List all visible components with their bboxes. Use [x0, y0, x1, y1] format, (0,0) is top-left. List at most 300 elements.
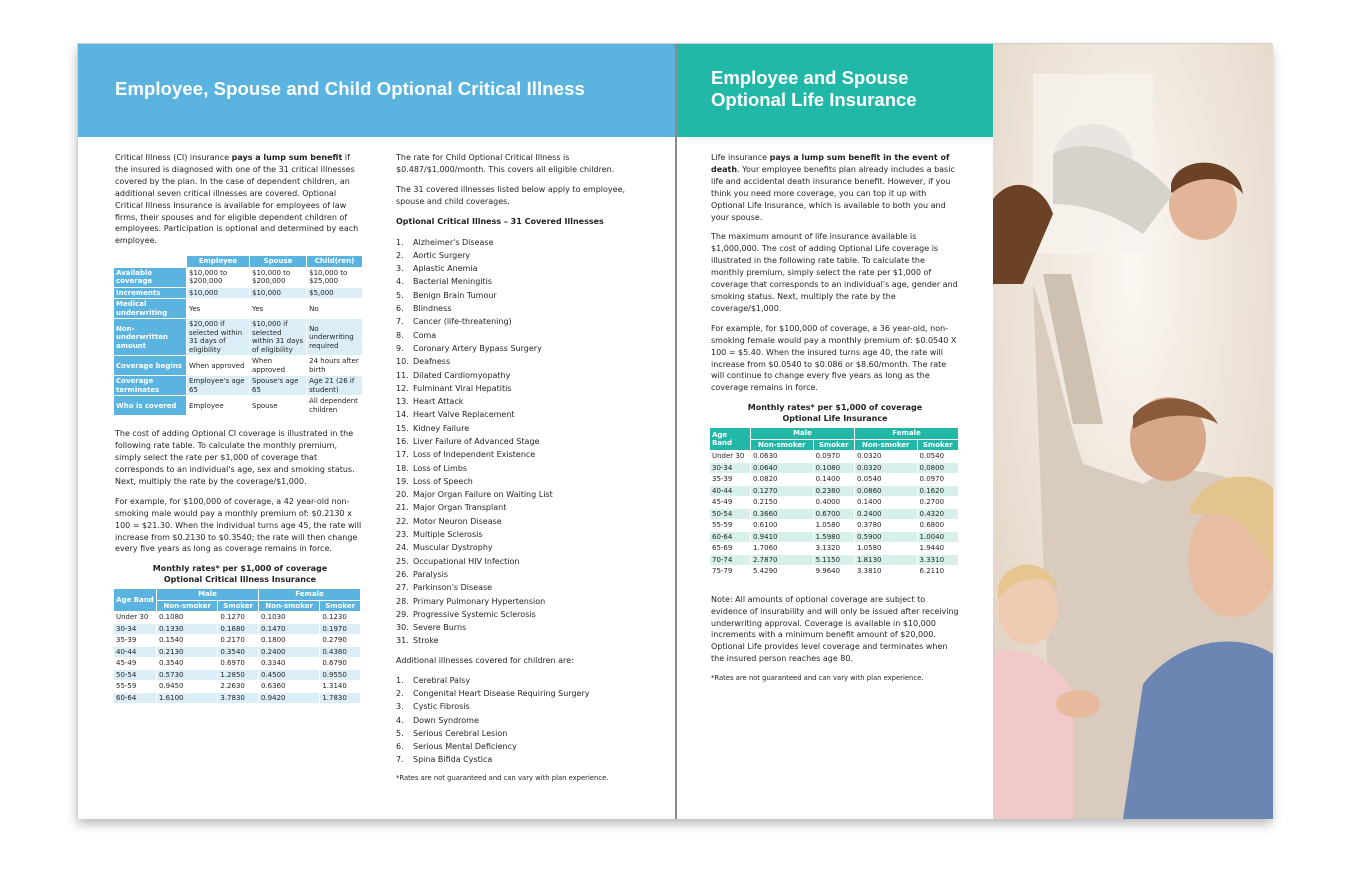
- illness-item: [396, 555, 651, 568]
- illness-item-text: Loss of Limbs: [413, 463, 468, 473]
- life-rate-cell: 0.1080: [814, 463, 854, 474]
- covered-illnesses-heading: Optional Critical Illness – 31 Covered Illnesses: [396, 216, 604, 226]
- ci-rate-table-title: Monthly rates* per $1,000 of coverage Optional Critical Illness Insurance: [152, 564, 328, 585]
- illness-item-text: Liver Failure of Advanced Stage: [413, 436, 540, 446]
- coverage-cell: When approved: [252, 357, 286, 374]
- illness-item-number: 4.: [396, 277, 404, 287]
- illness-item-number: 16.: [396, 436, 409, 446]
- ci-rate-cell: 0.1330: [157, 624, 217, 635]
- coverage-cell: $10,000 to $200,000: [252, 268, 291, 286]
- illness-item-number: 13.: [396, 397, 409, 407]
- child-illness-item: [396, 674, 651, 687]
- child-illness-item-number: 3.: [396, 702, 404, 712]
- illness-item: [396, 462, 651, 475]
- illness-item: [396, 369, 651, 382]
- illness-item: [396, 475, 651, 488]
- coverage-row-label: Non-underwritten amount: [114, 319, 186, 355]
- life-rate-row: [710, 497, 958, 508]
- illness-item-number: 18.: [396, 463, 409, 473]
- illness-item-text: Muscular Dystrophy: [413, 543, 493, 553]
- life-age-band-cell: 35-39: [712, 475, 733, 484]
- illness-item: [396, 382, 651, 395]
- ci-rate-row: [114, 681, 360, 692]
- ci-rate-cell: 0.2790: [322, 636, 347, 645]
- coverage-cell: Yes: [252, 304, 264, 313]
- life-age-band-cell: 60-64: [710, 532, 750, 543]
- child-illness-item-text: Serious Mental Deficiency: [413, 742, 517, 752]
- illness-item-text: Loss of Independent Existence: [413, 450, 536, 460]
- illness-item: [396, 435, 651, 448]
- ci-rate-table: [113, 588, 361, 704]
- illness-item-text: Deafness: [413, 357, 451, 367]
- coverage-cell: $5,000: [307, 288, 362, 299]
- illness-item: [396, 355, 651, 368]
- ci-rate-cell: 0.9550: [320, 670, 360, 681]
- ci-age-band-cell: 50-54: [114, 670, 156, 681]
- child-illness-item-text: Cystic Fibrosis: [413, 702, 470, 712]
- coverage-cell: Age 21 (26 if student): [307, 376, 362, 395]
- illness-item: [396, 621, 651, 634]
- life-rate-cell: 6.2110: [919, 567, 945, 576]
- illness-item-text: Coronary Artery Bypass Surgery: [413, 343, 542, 353]
- ci-rate-cell: 0.3340: [260, 659, 286, 668]
- ci-rate-row: [114, 612, 360, 623]
- life-rate-cell: 3.3810: [856, 567, 882, 576]
- brochure-spread: [77, 43, 1272, 818]
- coverage-header-children: Child(ren): [307, 256, 362, 267]
- illness-item-number: 26.: [396, 569, 409, 579]
- illness-item-number: 31.: [396, 636, 409, 646]
- coverage-cell: $20,000 if selected within 31 days of eligibility: [187, 319, 249, 355]
- coverage-row: [114, 356, 362, 375]
- life-rate-cell: 3.1320: [815, 544, 841, 553]
- ci-female-nonsmoker-header: Non-smoker: [259, 601, 319, 612]
- illness-item-number: 5.: [396, 290, 404, 300]
- coverage-cell: Employee's age 65: [187, 376, 249, 395]
- life-rate-cell: 0.6700: [814, 509, 854, 520]
- illness-item-number: 21.: [396, 503, 409, 513]
- illness-item-text: Alzheimer's Disease: [413, 237, 494, 247]
- illness-item-text: Multiple Sclerosis: [413, 530, 483, 540]
- coverage-cell: 24 hours after birth: [309, 357, 359, 374]
- life-female-header: Female: [855, 428, 958, 439]
- coverage-header-spouse: Spouse: [250, 256, 306, 267]
- ci-rate-cell: 0.1080: [159, 613, 184, 622]
- illness-item-number: 9.: [396, 343, 404, 353]
- illness-item-number: 6.: [396, 304, 404, 314]
- coverage-row: [114, 288, 362, 299]
- illness-item: [396, 581, 651, 594]
- illness-item-text: Cancer (life-threatening): [413, 317, 512, 327]
- coverage-row-label: Increments: [114, 288, 186, 299]
- illness-item-text: Aortic Surgery: [413, 250, 471, 260]
- life-male-header: Male: [751, 428, 854, 439]
- ci-rate-row: [114, 647, 360, 658]
- coverage-row-label: Medical underwriting: [114, 299, 186, 318]
- child-rate-paragraph: The rate for Child Optional Critical Illness is $0.487/$1,000/month. This covers all eligible children.: [396, 153, 615, 174]
- right-page: [677, 44, 1273, 819]
- coverage-cell: All dependent children: [309, 397, 358, 414]
- life-rate-cell: 1.5980: [814, 532, 854, 543]
- coverage-row-label: Available coverage: [114, 268, 186, 287]
- ci-rate-cell: 0.3540: [218, 647, 258, 658]
- life-rate-cell: 0.1400: [856, 498, 882, 507]
- ci-age-band-cell: 35-39: [116, 636, 137, 645]
- life-rate-cell: 0.3780: [856, 521, 882, 530]
- ci-rate-cell: 0.6790: [322, 659, 347, 668]
- ci-rate-cell: 0.1680: [218, 624, 258, 635]
- life-rate-row: [710, 566, 958, 577]
- ci-rate-cell: 0.1800: [260, 636, 286, 645]
- child-illness-item: [396, 740, 651, 753]
- left-page: [78, 44, 676, 819]
- life-note: Note: All amounts of optional coverage are subject to evidence of insurability and will only be issued after receiving underwriting approval. Coverage is available in $10,000 increments with a minimum benefit amount of $20,000. Optional Life provides level coverage and terminates when the insured person reaches age 80.: [711, 594, 959, 664]
- coverage-row: [114, 319, 362, 355]
- illness-item-number: 7.: [396, 317, 404, 327]
- illness-item-number: 20.: [396, 490, 409, 500]
- coverage-cell: No underwriting required: [307, 319, 362, 355]
- illness-item-number: 3.: [396, 264, 404, 274]
- ci-rate-cell: 1.2850: [218, 670, 258, 681]
- life-rate-cell: 2.7870: [751, 555, 813, 566]
- illness-item-text: Loss of Speech: [413, 476, 473, 486]
- ci-rate-cell: 2.2630: [220, 682, 245, 691]
- life-rate-cell: 0.6800: [919, 521, 945, 530]
- life-footnote: *Rates are not guaranteed and can vary with plan experience.: [711, 674, 924, 683]
- life-rate-row: [710, 555, 958, 566]
- illness-item: [396, 275, 651, 288]
- illness-item-number: 14.: [396, 410, 409, 420]
- ci-example-paragraph: For example, for $100,000 of coverage, a 42 year-old non-smoking male would pay a monthly premium of: $0.2130 x 100 = $21.30. When the individual turns age 45, the rate will increase from $0.2130 to $0.3540; the rate will then change every five years as long as coverage remains in force.: [115, 496, 362, 554]
- illness-item: [396, 302, 651, 315]
- ci-age-band-cell: Under 30: [116, 613, 149, 622]
- illness-item-number: 10.: [396, 357, 409, 367]
- illness-item: [396, 342, 651, 355]
- illness-item-text: Coma: [413, 330, 437, 340]
- illness-item-text: Blindness: [413, 304, 452, 314]
- life-rate-cell: 0.2700: [919, 498, 945, 507]
- illness-item-number: 11.: [396, 370, 409, 380]
- coverage-cell: $10,000: [250, 288, 306, 299]
- ci-rate-row: [114, 670, 360, 681]
- ci-rate-row: [114, 624, 360, 635]
- illness-item-text: Major Organ Transplant: [413, 503, 507, 513]
- illness-item-text: Bacterial Meningitis: [413, 277, 493, 287]
- ci-rate-cell: 0.5730: [157, 670, 217, 681]
- life-rate-row: [710, 520, 958, 531]
- illness-item-text: Heart Valve Replacement: [413, 410, 515, 420]
- ci-female-smoker-header: Smoker: [320, 601, 360, 612]
- illness-item: [396, 315, 651, 328]
- life-rate-cell: 0.2150: [753, 498, 778, 507]
- life-age-band-cell: 40-44: [710, 486, 750, 497]
- life-rate-table: [709, 427, 959, 578]
- life-age-band-cell: 75-79: [712, 567, 733, 576]
- coverage-cell: $10,000 to $25,000: [309, 268, 348, 286]
- illness-item: [396, 448, 651, 461]
- ci-rate-cell: 1.3140: [322, 682, 347, 691]
- coverage-row-label: Who is covered: [114, 396, 186, 415]
- child-illness-item-text: Cerebral Palsy: [413, 675, 471, 685]
- life-rate-cell: 0.0970: [919, 475, 945, 484]
- ci-footnote: *Rates are not guaranteed and can vary with plan experience.: [396, 773, 609, 782]
- life-rate-cell: 5.4290: [753, 567, 778, 576]
- life-age-band-cell: 65-69: [712, 544, 733, 553]
- illness-item-number: 25.: [396, 556, 409, 566]
- life-age-band-cell: 45-49: [712, 498, 733, 507]
- child-illness-item: [396, 700, 651, 713]
- ci-rate-cell: 0.1030: [260, 613, 286, 622]
- illness-item-number: 8.: [396, 330, 404, 340]
- life-example-paragraph: For example, for $100,000 of coverage, a 36 year-old, non-smoking female would pay a monthly premium of: $0.0540 X 100 = $5.40. When the insured turns age 40, the rate will increase from $0.0540 to $0.086 or $8.60/month. The rate will continue to change every five years as long as the coverage remains in force.: [711, 323, 957, 393]
- coverage-cell: Employee: [189, 401, 224, 410]
- illness-item-number: 2.: [396, 250, 404, 260]
- illness-item-text: Aplastic Anemia: [413, 264, 478, 274]
- life-age-band-cell: 70-74: [710, 555, 750, 566]
- illness-item-number: 17.: [396, 450, 409, 460]
- illness-item: [396, 422, 651, 435]
- child-illness-item-number: 2.: [396, 688, 404, 698]
- child-illness-item-number: 4.: [396, 715, 404, 725]
- ci-male-header: Male: [157, 589, 258, 600]
- illness-item: [396, 608, 651, 621]
- life-rate-cell: 0.3660: [751, 509, 813, 520]
- life-rate-cell: 5.1150: [814, 555, 854, 566]
- child-illness-item: [396, 687, 651, 700]
- life-insurance-title: Employee and Spouse Optional Life Insurance: [711, 67, 917, 110]
- coverage-header-employee: Employee: [187, 256, 249, 267]
- life-rate-cell: 0.0970: [815, 452, 841, 461]
- life-insurance-column: [711, 152, 959, 685]
- life-intro: Life insurance pays a lump sum benefit in the event of death. Your employee benefits plan already includes a basic life and accidental death insurance benefit. However, if you think you need more coverage, you can top it up with Optional Life Insurance, which is available to both you and your spouse.: [711, 153, 955, 222]
- ci-rate-cell: 0.1540: [159, 636, 184, 645]
- ci-rate-cell: 0.6360: [260, 682, 286, 691]
- life-rate-cell: 0.5900: [855, 532, 917, 543]
- critical-illness-right-column: [396, 152, 651, 785]
- life-rate-cell: 1.8130: [855, 555, 917, 566]
- life-rate-cell: 0.2400: [855, 509, 917, 520]
- ci-rate-cell: 0.2170: [220, 636, 245, 645]
- covered-illnesses-list: [396, 236, 651, 648]
- illness-item-text: Fulminant Viral Hepatitis: [413, 383, 512, 393]
- ci-age-band-cell: 40-44: [114, 647, 156, 658]
- life-rate-cell: 1.0040: [918, 532, 958, 543]
- child-illness-item-number: 1.: [396, 675, 404, 685]
- illness-item: [396, 488, 651, 501]
- illness-item-text: Parkinson's Disease: [413, 583, 493, 593]
- ci-rate-cell: 0.3540: [159, 659, 184, 668]
- life-rate-row: [710, 474, 958, 485]
- coverage-cell: $10,000 to $200,000: [189, 268, 228, 286]
- life-age-band-cell: 50-54: [710, 509, 750, 520]
- life-rate-cell: 0.1620: [918, 486, 958, 497]
- life-rate-row: [710, 451, 958, 462]
- illness-item-number: 15.: [396, 423, 409, 433]
- life-rate-cell: 0.0540: [856, 475, 882, 484]
- coverage-row: [114, 268, 362, 287]
- life-age-band-cell: 30-34: [710, 463, 750, 474]
- illness-item-text: Heart Attack: [413, 397, 464, 407]
- coverage-cell: $10,000: [187, 288, 249, 299]
- coverage-cell: Spouse: [252, 401, 278, 410]
- ci-rate-cell: 0.9450: [159, 682, 184, 691]
- illness-item-number: 1.: [396, 237, 404, 247]
- ci-rate-cell: 3.7830: [218, 693, 258, 704]
- ci-rate-cell: 0.1470: [259, 624, 319, 635]
- illness-item: [396, 568, 651, 581]
- life-rate-cell: 0.2380: [814, 486, 854, 497]
- life-rate-cell: 0.9410: [751, 532, 813, 543]
- life-rate-cell: 9.9640: [815, 567, 841, 576]
- ci-rate-cell: 0.6970: [220, 659, 245, 668]
- life-rate-cell: 0.4320: [918, 509, 958, 520]
- life-female-nonsmoker-header: Non-smoker: [855, 440, 917, 451]
- coverage-cell: $10,000 if selected within 31 days of eligibility: [250, 319, 306, 355]
- illness-item-number: 27.: [396, 583, 409, 593]
- ci-rate-cell: 0.1230: [322, 613, 347, 622]
- life-male-nonsmoker-header: Non-smoker: [751, 440, 813, 451]
- ci-rate-cell: 0.4380: [320, 647, 360, 658]
- life-rate-row: [710, 486, 958, 497]
- ci-rate-row: [114, 658, 360, 669]
- coverage-row-label: Coverage begins: [114, 356, 186, 375]
- coverage-row-label: Coverage terminates: [114, 376, 186, 395]
- illness-item-text: Benign Brain Tumour: [413, 290, 497, 300]
- illness-item-number: 12.: [396, 383, 409, 393]
- illness-item-text: Dilated Cardiomyopathy: [413, 370, 511, 380]
- life-age-band-cell: 55-59: [712, 521, 733, 530]
- life-rate-row: [710, 509, 958, 520]
- family-photo: [993, 44, 1273, 819]
- ci-age-band-cell: 60-64: [114, 693, 156, 704]
- coverage-cell: No: [309, 304, 319, 313]
- life-rate-cell: 0.0630: [753, 452, 778, 461]
- life-rate-row: [710, 463, 958, 474]
- illness-item-number: 19.: [396, 476, 409, 486]
- covered-illnesses-intro: The 31 covered illnesses listed below apply to employee, spouse and child coverages.: [396, 184, 626, 206]
- illness-item: [396, 249, 651, 262]
- life-cost-paragraph: The maximum amount of life insurance available is $1,000,000. The cost of adding Optional Life coverage is illustrated in the following rate table. To calculate the monthly premium, simply select the rate per $1,000 of coverage that corresponds to an individual's age, gender and smoking status. Next, multiply the rate by the coverage/$1,000.: [711, 232, 958, 313]
- life-rate-cell: 1.7060: [753, 544, 778, 553]
- ci-age-band-cell: 55-59: [116, 682, 137, 691]
- coverage-cell: Yes: [189, 304, 201, 313]
- ci-cost-paragraph: The cost of adding Optional CI coverage is illustrated in the following rate table. To calculate the monthly premium, simply select the rate per $1,000 of coverage that corresponds to an individual's age, sex and smoking status. Next, multiply the rate by the coverage/$1,000.: [115, 429, 355, 486]
- child-illness-item-text: Down Syndrome: [413, 715, 479, 725]
- illness-item: [396, 408, 651, 421]
- child-illness-item: [396, 714, 651, 727]
- coverage-row: [114, 376, 362, 395]
- coverage-cell: Spouse's age 65: [250, 376, 306, 395]
- life-rate-cell: 1.0580: [856, 544, 882, 553]
- life-rate-cell: 0.0320: [856, 452, 882, 461]
- ci-male-nonsmoker-header: Non-smoker: [157, 601, 217, 612]
- life-female-smoker-header: Smoker: [918, 440, 958, 451]
- life-age-band-header: Age Band: [710, 428, 750, 450]
- illness-item-number: 30.: [396, 623, 409, 633]
- ci-rate-cell: 0.9420: [259, 693, 319, 704]
- illness-item-number: 22.: [396, 516, 409, 526]
- ci-rate-cell: 1.6100: [157, 693, 217, 704]
- life-rate-cell: 3.3310: [918, 555, 958, 566]
- child-illness-item: [396, 727, 651, 740]
- life-rate-cell: 0.0640: [751, 463, 813, 474]
- ci-rate-row: [114, 635, 360, 646]
- child-illness-item-text: Congenital Heart Disease Requiring Surgery: [413, 688, 590, 698]
- child-illness-item-text: Serious Cerebral Lesion: [413, 728, 508, 738]
- child-illness-item: [396, 753, 651, 766]
- illness-item-text: Kidney Failure: [413, 423, 470, 433]
- illness-item-number: 28.: [396, 596, 409, 606]
- life-rate-cell: 0.0540: [919, 452, 945, 461]
- life-rate-cell: 0.0820: [753, 475, 778, 484]
- child-illness-item-number: 6.: [396, 742, 404, 752]
- ci-age-band-cell: 30-34: [114, 624, 156, 635]
- child-illness-item-text: Spina Bifida Cystica: [413, 755, 493, 765]
- illness-item-text: Motor Neuron Disease: [413, 516, 502, 526]
- coverage-row: [114, 396, 362, 415]
- ci-rate-cell: 1.7830: [320, 693, 360, 704]
- critical-illness-left-column: [115, 152, 365, 704]
- life-rate-cell: 0.0320: [855, 463, 917, 474]
- life-rate-row: [710, 532, 958, 543]
- critical-illness-title: Employee, Spouse and Child Optional Critical Illness: [115, 78, 585, 99]
- ci-rate-cell: 0.1270: [220, 613, 245, 622]
- ci-male-smoker-header: Smoker: [218, 601, 258, 612]
- ci-rate-cell: 0.4500: [259, 670, 319, 681]
- illness-item-text: Primary Pulmonary Hypertension: [413, 596, 546, 606]
- illness-item-text: Paralysis: [413, 569, 449, 579]
- ci-rate-cell: 0.2130: [157, 647, 217, 658]
- ci-age-band-header: Age Band: [114, 589, 156, 611]
- life-male-smoker-header: Smoker: [814, 440, 854, 451]
- illness-item: [396, 515, 651, 528]
- life-insurance-banner: [677, 44, 993, 137]
- illness-item: [396, 262, 651, 275]
- critical-illness-banner: [78, 44, 676, 137]
- life-age-band-cell: Under 30: [712, 452, 745, 461]
- illness-item: [396, 395, 651, 408]
- life-rate-cell: 0.1400: [815, 475, 841, 484]
- ci-age-band-cell: 45-49: [116, 659, 137, 668]
- ci-rate-cell: 0.1970: [320, 624, 360, 635]
- ci-rate-cell: 0.2400: [259, 647, 319, 658]
- life-rate-table-title: Monthly rates* per $1,000 of coverage Optional Life Insurance: [747, 403, 923, 424]
- child-illness-item-number: 5.: [396, 728, 404, 738]
- child-illnesses-list: [396, 674, 651, 767]
- illness-item: [396, 595, 651, 608]
- ci-rate-row: [114, 693, 360, 704]
- illness-item-number: 29.: [396, 609, 409, 619]
- family-photo-illustration: [993, 44, 1273, 819]
- illness-item-text: Occupational HIV Infection: [413, 556, 520, 566]
- life-rate-row: [710, 543, 958, 554]
- illness-item: [396, 528, 651, 541]
- illness-item: [396, 634, 651, 647]
- illness-item-text: Severe Burns: [413, 623, 467, 633]
- illness-item-number: 24.: [396, 543, 409, 553]
- illness-item-number: 23.: [396, 530, 409, 540]
- life-rate-cell: 0.6100: [753, 521, 778, 530]
- illness-item: [396, 501, 651, 514]
- illness-item-text: Progressive Systemic Sclerosis: [413, 609, 536, 619]
- ci-female-header: Female: [259, 589, 360, 600]
- illness-item-text: Major Organ Failure on Waiting List: [413, 490, 553, 500]
- illness-item: [396, 289, 651, 302]
- illness-item: [396, 541, 651, 554]
- coverage-row: [114, 299, 362, 318]
- life-rate-cell: 0.0860: [855, 486, 917, 497]
- illness-item: [396, 329, 651, 342]
